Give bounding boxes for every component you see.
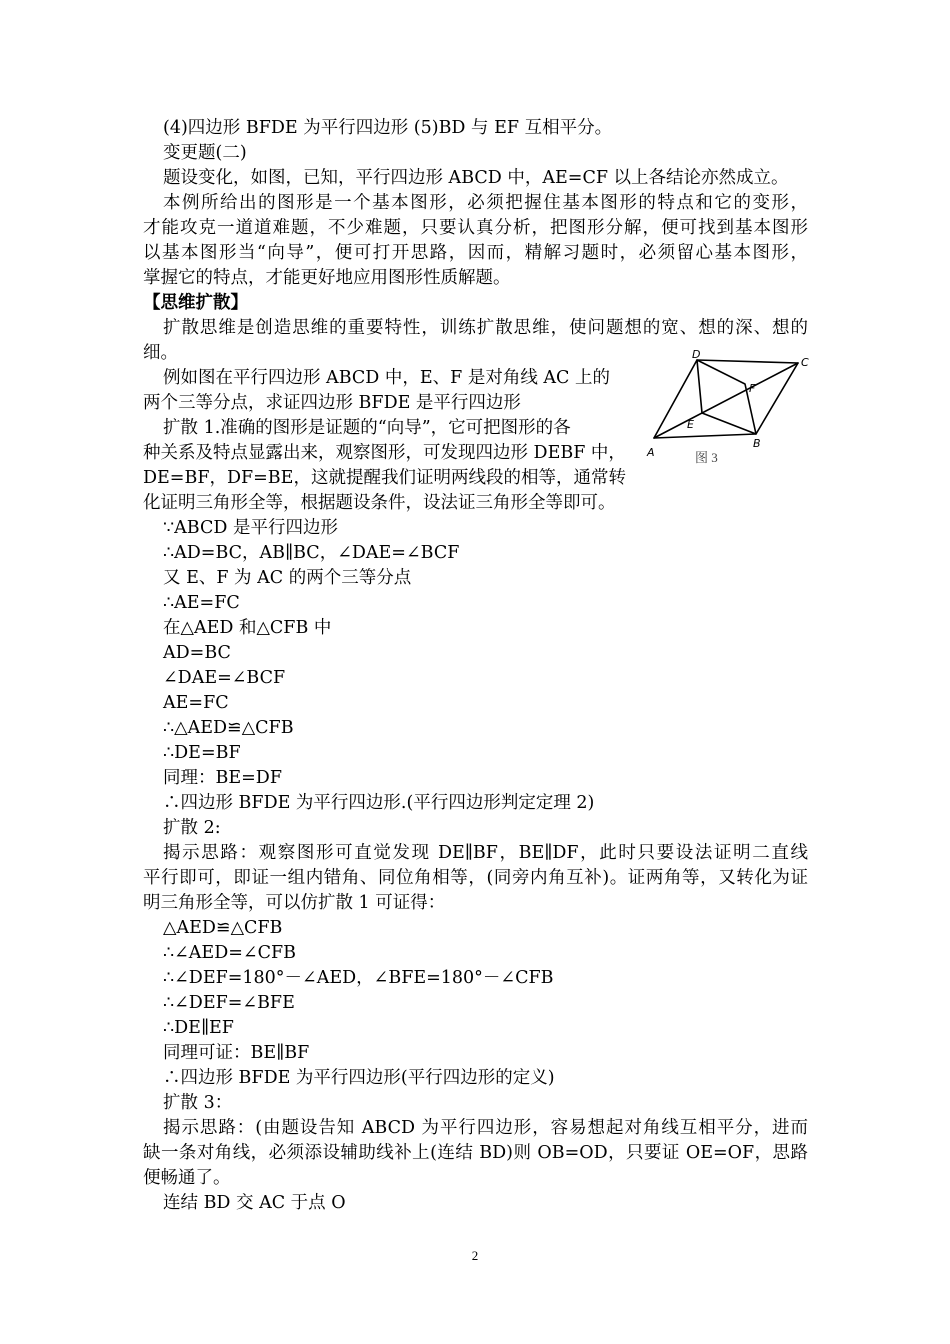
text-line: 便畅通了。 — [143, 1168, 231, 1188]
text-line: ∴AD=BC，AB∥BC，∠DAE=∠BCF — [163, 543, 460, 563]
text-line: ∴DE∥EF — [163, 1018, 234, 1038]
text-line: AE=FC — [163, 693, 229, 713]
text-line: 才能攻克一道道难题，不少难题，只要认真分析，把图形分解，便可找到基本图形 — [143, 218, 808, 238]
text-line: 化证明三角形全等，根据题设条件，设法证三角形全等即可。 — [143, 493, 616, 513]
text-line: 扩散 2: — [163, 818, 221, 838]
text-line: 缺一条对角线，必须添设辅助线补上(连结 BD)则 OB=OD，只要证 OE=OF，思路 — [143, 1143, 808, 1163]
text-line: 明三角形全等，可以仿扩散 1 可证得： — [143, 893, 446, 913]
text-line: △AED≌△CFB — [163, 918, 283, 938]
text-line: ∴△AED≌△CFB — [163, 718, 294, 738]
text-line: 揭示思路：(由题设告知 ABCD 为平行四边形，容易想起对角线互相平分，进而 — [163, 1118, 808, 1138]
text-line: ∠DAE=∠BCF — [163, 668, 286, 688]
text-line: 题设变化，如图，已知，平行四边形 ABCD 中，AE=CF 以上各结论亦然成立。 — [163, 168, 789, 188]
text-line: 掌握它的特点，才能更好地应用图形性质解题。 — [143, 268, 511, 288]
text-line: 同理：BE=DF — [163, 768, 282, 788]
label-c: C — [801, 356, 809, 369]
label-b: B — [753, 437, 761, 450]
parallelogram-figure — [645, 344, 815, 468]
text-line: 本例所给出的图形是一个基本图形，必须把握住基本图形的特点和它的变形， — [163, 193, 808, 213]
text-line: 揭示思路：观察图形可直觉发现 DE∥BF，BE∥DF，此时只要设法证明二直线 — [163, 843, 808, 863]
label-d: D — [692, 348, 701, 361]
text-line: 连结 BD 交 AC 于点 O — [163, 1193, 346, 1213]
text-line: ∴AE=FC — [163, 593, 240, 613]
figure-caption: 图 3 — [695, 450, 718, 465]
text-line: 扩散 1.准确的图形是证题的“向导”，它可把图形的各 — [163, 418, 571, 438]
text-line: ∴∠AED=∠CFB — [163, 943, 296, 963]
text-line: AD=BC — [163, 643, 231, 663]
text-line: ∵ABCD 是平行四边形 — [163, 518, 338, 538]
label-e: E — [687, 418, 694, 431]
text-line: ∴四边形 BFDE 为平行四边形.(平行四边形判定定理 2) — [163, 793, 595, 813]
text-line: ∴四边形 BFDE 为平行四边形(平行四边形的定义) — [163, 1068, 555, 1088]
text-line: 在△AED 和△CFB 中 — [163, 618, 332, 638]
text-line: 又 E、F 为 AC 的两个三等分点 — [163, 568, 412, 588]
label-f: F — [749, 382, 756, 395]
text-line: 例如图在平行四边形 ABCD 中，E、F 是对角线 AC 上的 — [163, 368, 611, 388]
text-line: 同理可证：BE∥BF — [163, 1043, 310, 1063]
text-line: ∴∠DEF=180°－∠AED，∠BFE=180°－∠CFB — [163, 968, 554, 988]
section-heading: 【思维扩散】 — [143, 293, 248, 313]
text-line: 种关系及特点显露出来，观察图形，可发现四边形 DEBF 中， — [143, 443, 626, 463]
page-number: 2 — [471, 1248, 479, 1263]
text-line: ∴DE=BF — [163, 743, 241, 763]
text-line: 平行即可，即证一组内错角、同位角相等，(同旁内角互补)。证两角等，又转化为证 — [143, 868, 808, 888]
text-line: ∴∠DEF=∠BFE — [163, 993, 295, 1013]
text-line: 两个三等分点，求证四边形 BFDE 是平行四边形 — [143, 393, 521, 413]
text-line: 细。 — [143, 343, 178, 363]
text-line: 变更题(二) — [163, 143, 247, 163]
label-a: A — [647, 446, 655, 459]
text-line: 扩散 3： — [163, 1093, 233, 1113]
text-line: DE=BF，DF=BE，这就提醒我们证明两线段的相等，通常转 — [143, 468, 626, 488]
quadrilateral-bfde — [697, 360, 756, 434]
text-line: 以基本图形当“向导”，便可打开思路，因而，精解习题时，必须留心基本图形， — [143, 243, 808, 263]
text-line: 扩散思维是创造思维的重要特性，训练扩散思维，使问题想的宽、想的深、想的 — [163, 318, 808, 338]
text-line: (4)四边形 BFDE 为平行四边形 (5)BD 与 EF 互相平分。 — [163, 118, 613, 138]
